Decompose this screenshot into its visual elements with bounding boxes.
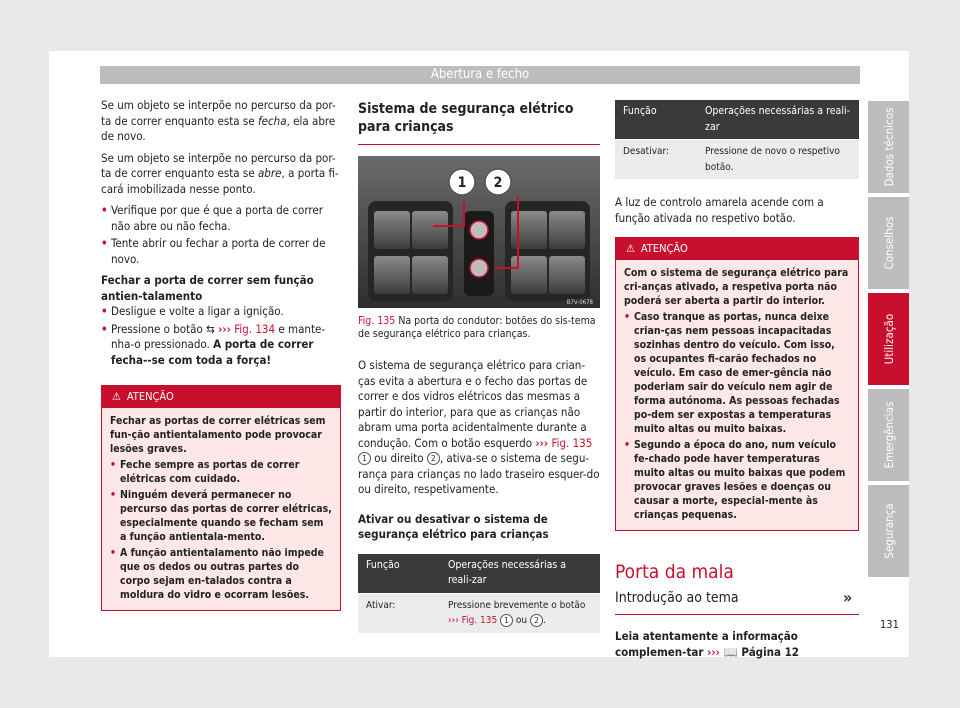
page-number: 131 xyxy=(880,618,899,631)
figure-135 xyxy=(358,156,600,308)
page-reference[interactable]: ››› xyxy=(707,644,724,659)
tab-emergencias[interactable]: Emergências xyxy=(868,389,909,481)
column-3 xyxy=(615,100,859,660)
list-item: • Desligue e volte a ligar a ignição. xyxy=(101,304,341,320)
figure-reference[interactable]: ››› xyxy=(448,615,462,626)
warning-header: ⚠ ATENÇÃO xyxy=(616,238,858,260)
figure-reference[interactable]: Fig. 135 xyxy=(551,435,593,450)
figure-caption: Fig. 135 Na porta do condutor: botões do sis-tema de segurança elétrico para crianças. xyxy=(358,315,596,340)
page-header: Abertura e fecho xyxy=(100,66,860,84)
subheading: Ativar ou desativar o sistema de segurança elétrico para crianças xyxy=(358,511,549,541)
list-item: • Verifique por que é que a porta de correr não abre ou não fecha. xyxy=(101,203,341,234)
warning-item: • Feche sempre as portas de correr elétricas com cuidado. xyxy=(110,458,332,486)
column-2 xyxy=(358,100,600,633)
table-header: Função xyxy=(358,554,440,594)
table-header: Operações necessárias a reali-zar xyxy=(697,100,859,140)
paragraph: Se um objeto se interpõe no percurso da por- ta de correr enquanto esta se fecha, ela abre de novo. xyxy=(101,98,336,143)
warning-box xyxy=(101,385,341,611)
table-row: Desativar: Pressione de novo o respetivo botão. xyxy=(615,140,859,180)
warning-item: • Ninguém deverá permanecer no percurso das portas de correr elétricas, especialmente quando se fecham sem a função antientala-mento. xyxy=(110,488,332,544)
warning-header: ⚠ ATENÇÃO xyxy=(102,386,340,408)
sliding-door-icon: ⇆ xyxy=(206,321,215,336)
tab-utilizacao[interactable]: Utilização xyxy=(868,293,909,385)
section-heading: Sistema de segurança elétrico para crianças xyxy=(358,100,600,145)
warning-item: • A função antientalamento não impede que os dedos ou outras partes do corpo sejam en-talados contra a moldura do vidro e ocorram lesões. xyxy=(110,546,332,602)
tab-dados-tecnicos[interactable]: Dados técnicos xyxy=(868,101,909,193)
figure-label-2: 2 xyxy=(493,175,503,191)
activation-table xyxy=(358,554,600,633)
warning-intro: Com o sistema de segurança elétrico para cri-anças ativado, a respetiva porta não poderá ser aberta a partir do interior. xyxy=(624,267,849,307)
window-switch-photo xyxy=(358,156,600,308)
warning-item: • Segundo a época do ano, num veículo fe-chado pode haver temperaturas muito altas ou muito baixas que podem provocar graves lesões e doenças ou causar a morte, especial-mente às crianças pequenas. xyxy=(624,438,850,522)
callout-1: 1 xyxy=(358,452,371,465)
paragraph: A luz de controlo amarela acende com a função ativada no respetivo botão. xyxy=(615,195,824,225)
continue-arrow-icon: » xyxy=(843,588,853,607)
warning-icon: ⚠ xyxy=(626,242,635,255)
section-heading: Fechar a porta de correr sem função antien-talamento xyxy=(101,273,314,303)
page-reference[interactable]: Página 12 xyxy=(741,644,799,659)
figure-reference[interactable]: ››› xyxy=(218,321,231,336)
book-icon: 📖 xyxy=(723,644,738,659)
list-item: • Tente abrir ou fechar a porta de correr de novo. xyxy=(101,236,341,267)
figure-label-1: 1 xyxy=(457,175,467,191)
tab-seguranca[interactable]: Segurança xyxy=(868,485,909,577)
table-header: Operações necessárias a reali-zar xyxy=(440,554,600,594)
deactivation-table xyxy=(615,100,859,179)
table-header: Função xyxy=(615,100,697,140)
figure-reference[interactable]: ››› xyxy=(535,435,549,450)
figure-code: B7V-0678 xyxy=(566,299,593,306)
paragraph: Se um objeto se interpõe no percurso da por- ta de correr enquanto esta se abre, a porta fi-cará imobilizada nesse ponto. xyxy=(101,150,339,196)
list-item: • Pressione o botão ⇆ ››› Fig. 134 e mante-nha-o pressionado. A porta de correr fecha--se com toda a força! xyxy=(101,322,341,369)
section-title: Introdução ao tema xyxy=(615,591,859,616)
chapter-title: Porta da mala xyxy=(615,561,734,583)
warning-box xyxy=(615,237,859,531)
warning-item: • Caso tranque as portas, nunca deixe crian-ças nem pessoas incapacitadas sozinhas dentro do veículo. Com isso, os ocupantes fi-carão fechados no veículo. Em caso de emer-gência não poderiam sair do veículo nem agir de forma autónoma. As pessoas fechadas po-dem ser expostas a temperaturas muito altas ou muito baixas. xyxy=(624,310,850,436)
figure-reference[interactable]: Fig. 135 xyxy=(461,615,498,626)
warning-icon: ⚠ xyxy=(112,390,121,403)
column-1 xyxy=(101,98,341,611)
info-note: Leia atentamente a informação complemen-tar ››› 📖 Página 12 xyxy=(615,629,799,659)
warning-intro: Fechar as portas de correr elétricas sem fun-ção antientalamento pode provocar lesões graves. xyxy=(110,415,326,455)
paragraph: O sistema de segurança elétrico para crian-ças evita a abertura e o fecho das portas de correr e dos vidros elétricos das mesmas a partir do interior, para que as crianças não abram uma porta acidentalmente durante a condução. Com o botão esquerdo ››› Fig. 135 1 ou direito 2 , ativa-se o sistema de segu-rança para crianças no lado traseiro esquer-do ou direito, respetivamente. xyxy=(358,358,600,496)
figure-reference[interactable]: Fig. 134 xyxy=(234,321,276,336)
tab-conselhos[interactable]: Conselhos xyxy=(868,197,909,289)
table-row: Ativar: Pressione brevemente o botão ››› Fig. 135 1 ou 2 . xyxy=(358,593,600,633)
callout-2: 2 xyxy=(427,452,440,465)
